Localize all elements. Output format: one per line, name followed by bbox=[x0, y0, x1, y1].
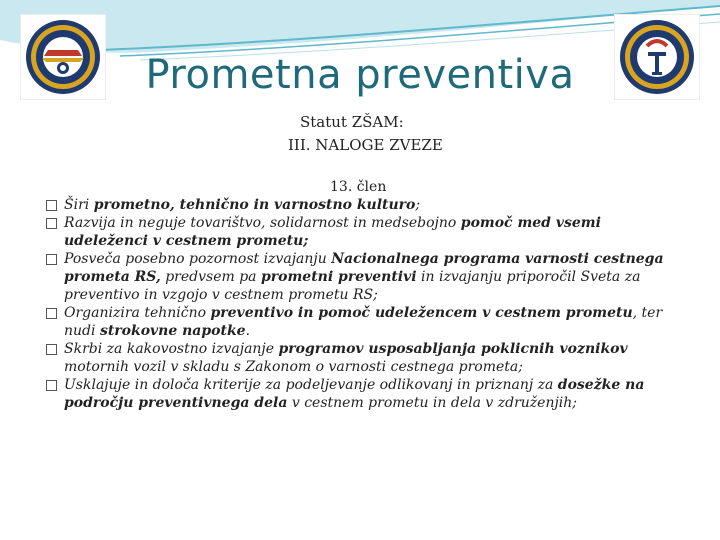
duty-text: . bbox=[245, 323, 251, 339]
duty-emphasis: preventivo in pomoč udeležencem v cestnem prometu bbox=[210, 305, 633, 321]
duty-item bbox=[46, 376, 686, 412]
duty-item bbox=[46, 196, 686, 214]
duty-emphasis: prometno, tehnično in varnostno kulturo bbox=[93, 197, 416, 213]
duty-item bbox=[46, 304, 686, 340]
slide-title: Prometna preventiva bbox=[145, 52, 575, 98]
duty-emphasis: pomoč med vsemi udeleženci v cestnem prometu; bbox=[64, 215, 601, 249]
bullet-box-icon bbox=[46, 200, 57, 211]
article-number: 13. člen bbox=[330, 179, 387, 195]
duty-text: Usklajuje in določa kriterije za podeljevanje odlikovanj in priznanj za bbox=[64, 377, 558, 393]
duty-item bbox=[46, 250, 686, 304]
duty-text: , ter nudi bbox=[64, 305, 663, 339]
duties-list bbox=[46, 196, 686, 412]
bullet-box-icon bbox=[46, 344, 57, 355]
duty-text: ; bbox=[415, 197, 421, 213]
duty-emphasis: prometni preventivi bbox=[260, 269, 417, 285]
duty-text: Skrbi za kakovostno izvajanje bbox=[64, 341, 279, 357]
bullet-box-icon bbox=[46, 218, 57, 229]
duty-text: Posveča posebno pozornost izvajanju bbox=[64, 251, 332, 267]
duty-text: in izvajanju priporočil Sveta za preventivo in vzgojo v cestnem prometu RS; bbox=[64, 269, 641, 303]
duty-emphasis: dosežke na področju preventivnega dela bbox=[64, 377, 645, 411]
duty-emphasis: Nacionalnega programa varnosti cestnega prometa RS, bbox=[64, 251, 664, 285]
bullet-box-icon bbox=[46, 308, 57, 319]
duty-text: Organizira tehnično bbox=[64, 305, 211, 321]
bullet-box-icon bbox=[46, 380, 57, 391]
duty-emphasis: programov usposabljanja poklicnih voznikov bbox=[278, 341, 628, 357]
duty-item bbox=[46, 340, 686, 376]
bullet-box-icon bbox=[46, 254, 57, 265]
duty-item bbox=[46, 214, 686, 250]
section-heading: III. NALOGE ZVEZE bbox=[288, 136, 443, 154]
duty-text: Razvija in neguje tovarištvo, solidarnost in medsebojno bbox=[64, 215, 461, 231]
duty-emphasis: strokovne napotke bbox=[99, 323, 246, 339]
duty-text: motornih vozil v skladu s Zakonom o varnosti cestnega prometa; bbox=[64, 359, 523, 375]
duty-text: predvsem pa bbox=[160, 269, 261, 285]
duty-text: v cestnem prometu in dela v združenjih; bbox=[287, 395, 578, 411]
statute-label: Statut ZŠAM: bbox=[300, 113, 404, 131]
duty-text: Širi bbox=[64, 197, 94, 213]
